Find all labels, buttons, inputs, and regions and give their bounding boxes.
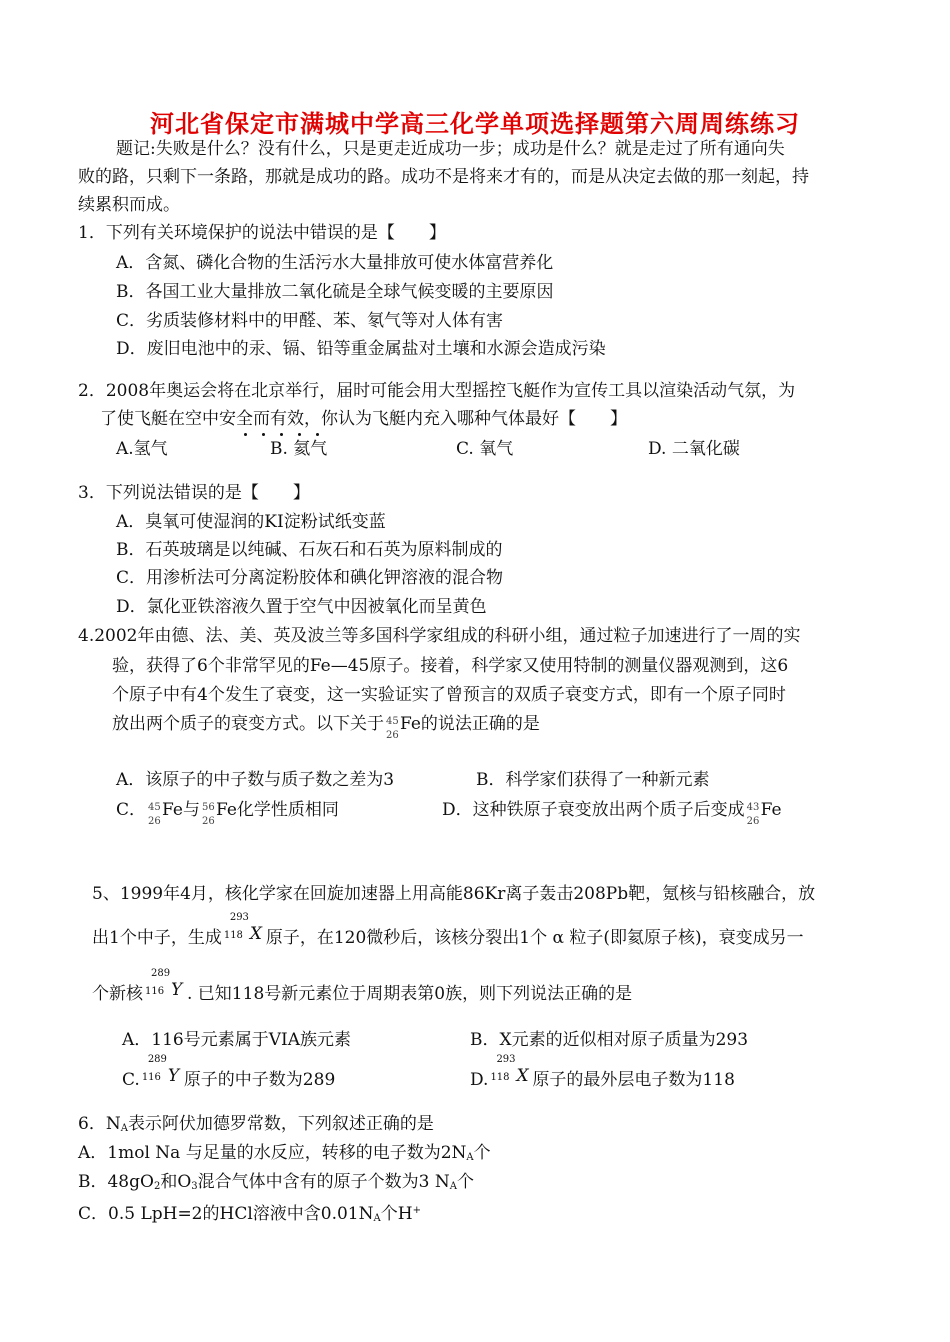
question-6-option-b: B．48gO2和O3混合气体中含有的原子个数为3 NA个 [78, 1172, 474, 1192]
nuclide-x293: 293 118 X [490, 1054, 529, 1086]
preface-line-2: 败的路，只剩下一条路，那就是成功的路。成功不是将来才有的，而是从决定去做的那一刻起，持 [78, 167, 809, 187]
question-4-stem-line-3: 个原子中有4个发生了衰变，这一实验证实了曾预言的双质子衰变方式，即有一个原子同时 [112, 685, 786, 705]
question-5-stem-line-1: 5、1999年4月，核化学家在回旋加速器上用高能86Kr离子轰击208Pb靶，氪核与铅核融合，放 [92, 884, 816, 904]
question-4-option-a: A．该原子的中子数与质子数之差为3 [116, 770, 395, 790]
question-4-option-c: C． 45 26 Fe与 56 26 Fe化学性质相同 [116, 800, 339, 827]
question-5-option-b: B．X元素的近似相对原子质量为293 [470, 1030, 749, 1050]
question-2-stem-line-2: 了使飞艇在空中安全而有效，你认为飞艇内充入哪种气体最好【 】 [100, 409, 627, 429]
question-3-option-d: D．氯化亚铁溶液久置于空气中因被氧化而呈黄色 [116, 597, 487, 617]
question-6-stem: 6．NA表示阿伏加德罗常数，下列叙述正确的是 [78, 1114, 434, 1134]
question-5-option-c: C. 289 116 Y 原子的中子数为289 [122, 1054, 336, 1090]
question-4-stem-text: 放出两个质子的衰变方式。以下关于 [112, 714, 384, 734]
question-2-option-a: A.氢气 [116, 439, 168, 459]
question-4-stem-line-4: 放出两个质子的衰变方式。以下关于 45 26 Fe的说法正确的是 [112, 714, 540, 741]
question-1-option-b: B．各国工业大量排放二氧化硫是全球气候变暖的主要原因 [116, 282, 554, 302]
preface-line-3: 续累积而成。 [78, 195, 180, 215]
question-4-stem-line-1: 4.2002年由德、法、美、英及波兰等多国科学家组成的科研小组，通过粒子加速进行了一周的实 [78, 626, 801, 646]
question-5-option-a: A．116号元素属于VIA族元素 [122, 1030, 351, 1050]
question-6-option-a: A．1mol Na 与足量的水反应，转移的电子数为2NA个 [78, 1143, 491, 1163]
question-1-option-d: D．废旧电池中的汞、镉、铅等重金属盐对土壤和水源会造成污染 [116, 339, 606, 359]
question-4-option-d: D．这种铁原子衰变放出两个质子后变成 43 26 Fe [442, 800, 782, 827]
question-1-option-a: A．含氮、磷化合物的生活污水大量排放可使水体富营养化 [116, 253, 554, 273]
question-2-option-b: B. 氦气 [270, 439, 328, 459]
question-3-stem: 3．下列说法错误的是【 】 [78, 483, 310, 503]
question-2-stem-line-1: 2．2008年奥运会将在北京举行，届时可能会用大型摇控飞艇作为宣传工具以渲染活动气氛，为 [78, 381, 796, 401]
question-5-stem-line-2: 出1个中子，生成 293 118 X 原子，在120微秒后，该核分裂出1个 α 粒子(即氦原子核)，衰变成另一 [92, 912, 804, 948]
question-2-option-c: C. 氧气 [456, 439, 514, 459]
question-5-stem-line-3: 个新核 289 116 Y . 已知118号新元素位于周期表第0族，则下列说法正确的是 [92, 968, 633, 1004]
question-1-option-c: C．劣质装修材料中的甲醛、苯、氡气等对人体有害 [116, 311, 504, 331]
nuclide-y289: 289 116 Y [145, 968, 183, 1000]
question-3-option-b: B．石英玻璃是以纯碱、石灰石和石英为原料制成的 [116, 540, 503, 560]
nuclide-fe45: 45 26 [148, 802, 161, 827]
question-2-option-d: D. 二氧化碳 [648, 439, 740, 459]
nuclide-fe45: 45 26 [386, 716, 399, 741]
nuclide-x293: 293 118 X [223, 912, 262, 944]
nuclide-fe43: 43 26 [746, 802, 760, 827]
question-3-option-a: A．臭氧可使湿润的KI淀粉试纸变蓝 [116, 512, 386, 532]
nuclide-fe56: 56 26 [201, 802, 215, 827]
nuclide-y289: 289 116 Y [141, 1054, 180, 1086]
question-5-option-d: D. 293 118 X 原子的最外层电子数为118 [470, 1054, 735, 1090]
question-3-option-c: C．用渗析法可分离淀粉胶体和碘化钾溶液的混合物 [116, 568, 504, 588]
preface-line-1: 题记:失败是什么？没有什么，只是更走近成功一步；成功是什么？就是走过了所有通向失 [116, 139, 785, 159]
question-4-stem-line-2: 验，获得了6个非常罕见的Fe—45原子。接着，科学家又使用特制的测量仪器观测到，这6 [112, 656, 789, 676]
question-1-stem: 1．下列有关环境保护的说法中错误的是【 】 [78, 223, 446, 243]
question-4-option-b: B．科学家们获得了一种新元素 [476, 770, 710, 790]
question-6-option-c: C．0.5 LpH=2的HCl溶液中含0.01NA个H+ [78, 1204, 421, 1224]
page-title: 河北省保定市满城中学高三化学单项选择题第六周周练练习 [150, 109, 800, 138]
